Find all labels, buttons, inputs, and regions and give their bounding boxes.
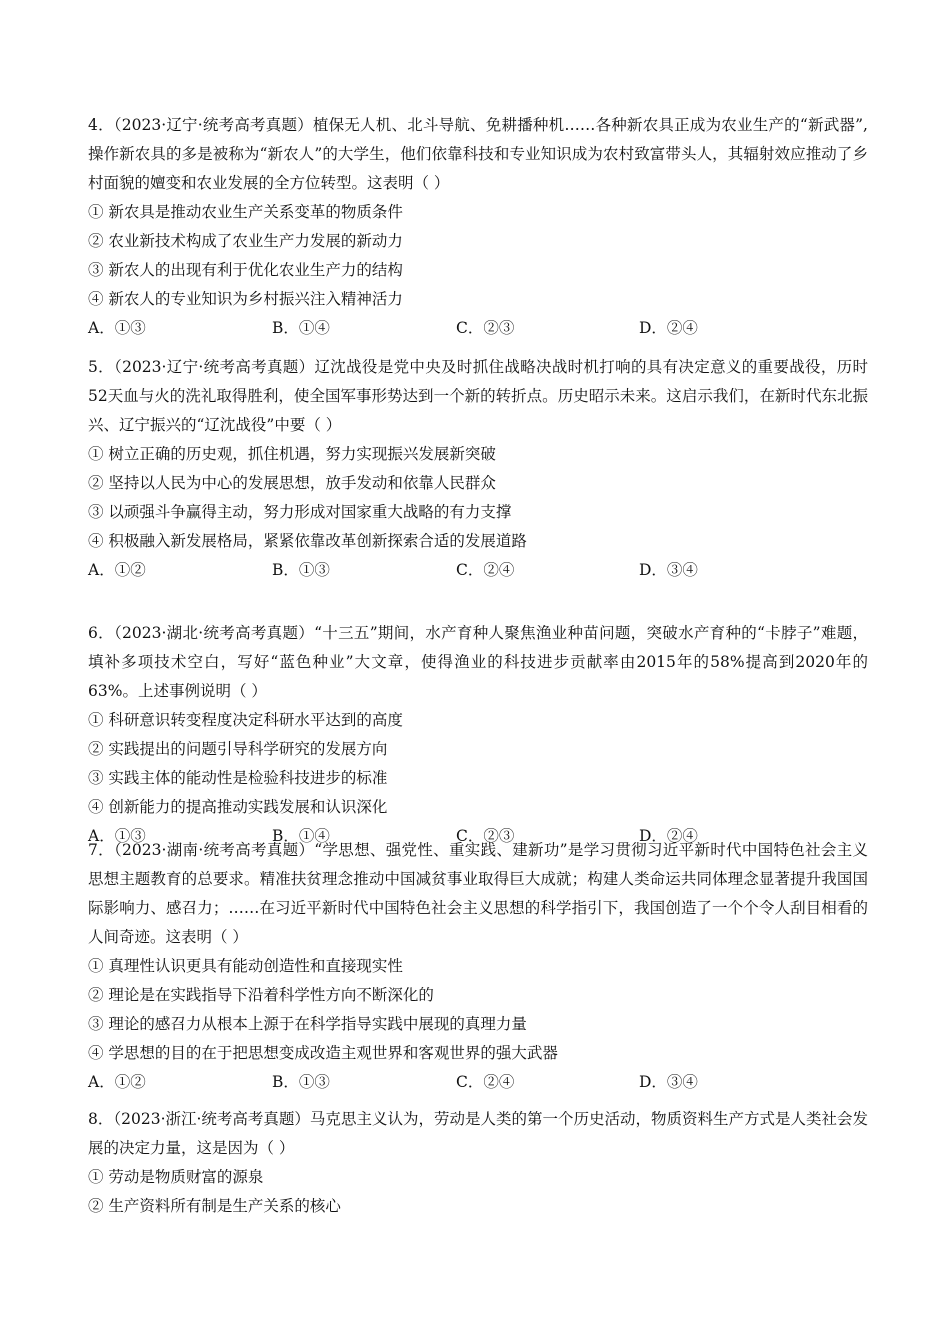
- question-stem: 6．（2023·湖北·统考高考真题）“十三五”期间，水产育种人聚焦渔业种苗问题，突破水产育种的“卡脖子”难题，填补多项技术空白，写好“蓝色种业”大文章，使得渔业的科技进步贡献率由2015年的58%提高到2020年的63%。上述事例说明（ ）: [88, 624, 868, 700]
- answer-choice-d[interactable]: D．②④: [639, 827, 698, 845]
- statement-option: ① 树立正确的历史观，抓住机遇，努力实现振兴发展新突破: [88, 445, 496, 463]
- statement-option: ③ 以顽强斗争赢得主动，努力形成对国家重大战略的有力支撑: [88, 503, 512, 521]
- statement-option: ① 科研意识转变程度决定科研水平达到的高度: [88, 711, 403, 729]
- statement-option: ③ 新农人的出现有利于优化农业生产力的结构: [88, 261, 403, 279]
- question-stem: 8．（2023·浙江·统考高考真题）马克思主义认为，劳动是人类的第一个历史活动，物质资料生产方式是人类社会发展的决定力量，这是因为（ ）: [88, 1110, 868, 1157]
- statement-option: ② 农业新技术构成了农业生产力发展的新动力: [88, 232, 403, 250]
- statement-option: ④ 创新能力的提高推动实践发展和认识深化: [88, 798, 388, 816]
- statement-option: ① 真理性认识更具有能动创造性和直接现实性: [88, 957, 403, 975]
- question-stem: 7．（2023·湖南·统考高考真题）“学思想、强党性、重实践、建新功”是学习贯彻习近平新时代中国特色社会主义思想主题教育的总要求。精准扶贫理念推动中国减贫事业取得巨大成就；构建人类命运共同体理念显著提升我国国际影响力、感召力；……在习近平新时代中国特色社会主义思想的科学指引下，我国创造了一个个令人刮目相看的人间奇迹。这表明（ ）: [88, 841, 868, 946]
- question-stem: 4．（2023·辽宁·统考高考真题）植保无人机、北斗导航、免耕播种机……各种新农具正成为农业生产的“新武器”,操作新农具的多是被称为“新农人”的大学生，他们依靠科技和专业知识成为农村致富带头人，其辐射效应推动了乡村面貌的嬗变和农业发展的全方位转型。这表明（ ）: [88, 116, 868, 192]
- answer-choice-c[interactable]: C．②③: [456, 319, 515, 337]
- answer-choices: [88, 556, 868, 585]
- answer-choice-a[interactable]: A．①③: [88, 319, 146, 337]
- question-stem: 5．（2023·辽宁·统考高考真题）辽沈战役是党中央及时抓住战略决战时机打响的具有决定意义的重要战役，历时52天血与火的洗礼取得胜利，使全国军事形势达到一个新的转折点。历史昭示未来。这启示我们，在新时代东北振兴、辽宁振兴的“辽沈战役”中要（ ）: [88, 358, 868, 434]
- question-5: [88, 353, 868, 585]
- statement-option: ③ 理论的感召力从根本上源于在科学指导实践中展现的真理力量: [88, 1015, 527, 1033]
- answer-choice-b[interactable]: B．①③: [272, 561, 330, 579]
- statement-option: ② 生产资料所有制是生产关系的核心: [88, 1197, 341, 1215]
- answer-choice-a[interactable]: A．①②: [88, 1073, 146, 1091]
- answer-choice-b[interactable]: B．①④: [272, 319, 330, 337]
- question-7: [88, 836, 868, 1097]
- statement-option: ② 实践提出的问题引导科学研究的发展方向: [88, 740, 388, 758]
- statement-option: ④ 积极融入新发展格局，紧紧依靠改革创新探索合适的发展道路: [88, 532, 527, 550]
- statement-option: ③ 实践主体的能动性是检验科技进步的标准: [88, 769, 388, 787]
- answer-choice-d[interactable]: D．③④: [639, 561, 698, 579]
- answer-choice-b[interactable]: B．①④: [272, 827, 330, 845]
- answer-choice-b[interactable]: B．①③: [272, 1073, 330, 1091]
- answer-choices: [88, 1068, 868, 1097]
- statement-option: ② 坚持以人民为中心的发展思想，放手发动和依靠人民群众: [88, 474, 496, 492]
- answer-choice-c[interactable]: C．②③: [456, 827, 515, 845]
- statement-option: ① 劳动是物质财富的源泉: [88, 1168, 264, 1186]
- answer-choice-d[interactable]: D．②④: [639, 319, 698, 337]
- answer-choice-a[interactable]: A．①③: [88, 827, 146, 845]
- answer-choice-c[interactable]: C．②④: [456, 1073, 515, 1091]
- answer-choice-c[interactable]: C．②④: [456, 561, 515, 579]
- answer-choice-d[interactable]: D．③④: [639, 1073, 698, 1091]
- statement-option: ① 新农具是推动农业生产关系变革的物质条件: [88, 203, 403, 221]
- statement-option: ④ 学思想的目的在于把思想变成改造主观世界和客观世界的强大武器: [88, 1044, 558, 1062]
- question-8: [88, 1105, 868, 1221]
- question-4: [88, 111, 868, 343]
- statement-option: ④ 新农人的专业知识为乡村振兴注入精神活力: [88, 290, 403, 308]
- question-6: [88, 619, 868, 851]
- answer-choice-a[interactable]: A．①②: [88, 561, 146, 579]
- statement-option: ② 理论是在实践指导下沿着科学性方向不断深化的: [88, 986, 434, 1004]
- answer-choices: [88, 314, 868, 343]
